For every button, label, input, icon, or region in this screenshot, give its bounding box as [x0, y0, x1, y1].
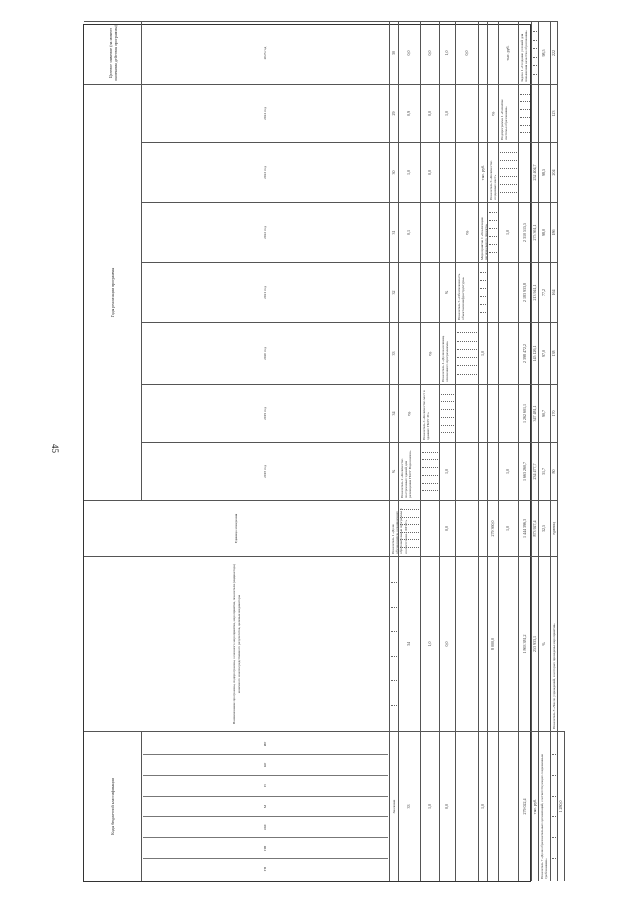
row-value: 1 663 260,7 — [519, 442, 532, 500]
row-value — [456, 442, 479, 500]
years-group-header: Годы реализации программы — [84, 84, 142, 500]
row-value — [456, 556, 479, 731]
row-value — [488, 21, 499, 84]
table-row-codes — [479, 262, 488, 322]
row-value: 33 — [399, 731, 421, 881]
row-value — [456, 384, 479, 442]
row-value: 0,9 — [399, 84, 421, 142]
year-header: 2021 год — [142, 262, 390, 322]
classification-header — [84, 731, 142, 881]
row-value: 32,5 — [539, 500, 550, 556]
row-value: 0,0 — [456, 21, 479, 84]
row-value — [488, 731, 499, 881]
row-value: 29 — [390, 84, 399, 142]
row-value — [488, 262, 499, 322]
program-table — [83, 24, 563, 882]
unit-header: Единица измерения — [84, 500, 390, 556]
code-col: ОМ — [143, 816, 388, 837]
row-value — [440, 202, 456, 262]
row-value: 97,0 — [539, 322, 550, 384]
year-header: 2025 год — [142, 21, 390, 84]
row-value: 145 126,1 — [532, 322, 539, 384]
row-name: Показатель 5 «Обеспеченность объектами инфраструктуры» — [456, 262, 479, 322]
row-name: Показатель 4 «Доля населения, охваченного программами» — [440, 322, 456, 384]
row-value: 98,0 — [539, 202, 550, 262]
year-header: 2019 год — [142, 384, 390, 442]
row-value: 279 360,0 — [488, 500, 499, 556]
row-unit: % — [539, 556, 550, 731]
row-value — [519, 142, 532, 202]
row-value: 1,0 — [421, 556, 440, 731]
row-value — [532, 84, 539, 142]
row-name: Показатель 3 «Количество мест в зданиях ГБОУ ЗС» — [421, 384, 440, 442]
target-header: Целевое значение (на момент окончания действия программы) — [84, 21, 142, 84]
row-value: 1,0 — [479, 731, 488, 881]
row-value — [456, 731, 479, 881]
target-value-header: Значение — [390, 731, 399, 881]
row-value: 234 477,7 — [532, 442, 539, 500]
row-value — [440, 142, 456, 202]
row-value: 2 183 933,8 — [519, 262, 532, 322]
row-value: 1,0 — [399, 142, 421, 202]
code-col: П — [143, 775, 388, 796]
row-value: 1 262 601,1 — [519, 384, 532, 442]
page-number: 45 — [50, 444, 60, 453]
row-value — [488, 384, 499, 442]
row-value — [456, 142, 479, 202]
table-row-codes — [532, 21, 539, 84]
year-header: 2023 год — [142, 142, 390, 202]
row-value: 31 — [390, 202, 399, 262]
row-value — [499, 322, 519, 384]
row-value: 32 — [390, 262, 399, 322]
rotated-table-page — [83, 24, 563, 882]
row-value: 30 — [390, 21, 399, 84]
row-value — [539, 84, 550, 142]
row-name: Мероприятие 1 «Реализация регионального проекта» — [479, 202, 488, 262]
row-value: 80 — [551, 442, 558, 500]
row-name: Показатель 1 «Доля обучающихся, осваивающих образовательные программы в соответствии с ФГОС» — [390, 500, 399, 556]
row-value: 2 398 472,2 — [519, 322, 532, 384]
row-unit: единиц — [551, 500, 558, 556]
row-unit: тыс. руб. — [479, 142, 488, 202]
row-value — [479, 556, 488, 731]
row-value — [479, 442, 488, 500]
row-value: 1 280,0 — [558, 731, 565, 881]
code-col: ГП — [143, 858, 388, 879]
row-value: 1,0 — [421, 731, 440, 881]
row-value — [479, 84, 488, 142]
row-value — [479, 384, 488, 442]
row-value — [499, 731, 519, 881]
row-value: 1,0 — [499, 202, 519, 262]
row-value — [499, 556, 519, 731]
table-row-codes — [421, 442, 440, 500]
year-header: 2024 год — [142, 84, 390, 142]
row-value: 222 — [551, 21, 558, 84]
row-value — [421, 262, 440, 322]
row-value — [421, 202, 440, 262]
code-col: ПП — [143, 837, 388, 858]
row-value — [456, 84, 479, 142]
row-value: 77,2 — [539, 262, 550, 322]
row-value: 1,0 — [499, 500, 519, 556]
row-value: 1,0 — [499, 442, 519, 500]
row-value: 2 310 515,5 — [519, 202, 532, 262]
row-value — [488, 442, 499, 500]
row-value: 8 000,0 — [488, 556, 499, 731]
row-unit: % — [440, 262, 456, 322]
row-value: 253 933,1 — [532, 556, 539, 731]
classification-subheader — [142, 731, 390, 881]
row-value: 0,1 — [399, 202, 421, 262]
row-value: 213 941,1 — [532, 262, 539, 322]
row-value — [479, 500, 488, 556]
row-value — [421, 500, 440, 556]
row-value: 30 — [390, 142, 399, 202]
row-name: Подпрограмма 1 «Развитие системы образования» — [499, 84, 519, 142]
row-value: 1 444 396,3 — [519, 500, 532, 556]
row-value: 1,0 — [440, 442, 456, 500]
row-value: 31,7 — [539, 442, 550, 500]
row-value: 0,0 — [440, 731, 456, 881]
row-value: 1,0 — [440, 84, 456, 142]
row-value: 0,0 — [399, 21, 421, 84]
row-value — [456, 500, 479, 556]
row-unit: ед. — [399, 384, 421, 442]
row-value: 90,7 — [539, 384, 550, 442]
row-value: 34 — [399, 556, 421, 731]
row-name: Показатель 7 «Доля образовательных организаций, соответствующих современным требованиям» — [539, 731, 550, 881]
row-value: 138 — [551, 322, 558, 384]
row-value: 873 927,4 — [532, 500, 539, 556]
table-row-codes — [440, 384, 456, 442]
table-row-codes — [551, 731, 558, 881]
code-col: КР — [143, 754, 388, 775]
row-name: Показатель 8 «Число учреждений, в которых проведены мероприятия» — [551, 556, 558, 731]
table-row-codes — [499, 142, 519, 202]
row-value: 275 361,1 — [532, 202, 539, 262]
year-header: 2022 год — [142, 202, 390, 262]
row-value: 34 — [390, 384, 399, 442]
row-value — [499, 262, 519, 322]
row-value — [399, 322, 421, 384]
row-unit: ед. — [421, 322, 440, 384]
row-value: 252 404,7 — [532, 142, 539, 202]
year-header: 2018 год — [142, 442, 390, 500]
row-value: 164 — [551, 262, 558, 322]
row-value: 0,0 — [421, 84, 440, 142]
row-unit: тыс. руб. — [532, 731, 539, 881]
row-unit: ед. — [488, 84, 499, 142]
classification-label: Коды бюджетной классификации — [110, 778, 115, 835]
row-name: Показатель 2 «Количество построенных зданий для размещения ГБОУ Ворошилов» — [399, 442, 421, 500]
row-name: Показатель 6 «Количество созданных мест» — [488, 142, 499, 202]
row-value: 1 863 381,2 — [519, 556, 532, 731]
code-col: М — [143, 796, 388, 817]
row-value — [488, 322, 499, 384]
name-header: Наименование программы, подпрограммы, основного мероприятия, мероприятия, показателя (индикатора) конечного и непосредственного результатов, целевые индикаторы — [84, 556, 390, 731]
row-value: 0,0 — [440, 556, 456, 731]
row-value: 0,0 — [440, 500, 456, 556]
row-value: 98,5 — [539, 142, 550, 202]
row-value — [479, 21, 488, 84]
row-unit: ед. — [456, 202, 479, 262]
row-value: 98,5 — [539, 21, 550, 84]
row-value: 1,0 — [479, 322, 488, 384]
year-header: 2020 год — [142, 322, 390, 384]
row-value: 33 — [390, 322, 399, 384]
row-value: 0,0 — [421, 142, 440, 202]
row-value: 1,0 — [440, 21, 456, 84]
row-value: 279 022,4 — [519, 731, 532, 881]
table-row-codes — [488, 202, 499, 262]
row-value: 186 — [551, 202, 558, 262]
row-unit: тыс. руб. — [499, 21, 519, 84]
table-row-codes — [519, 84, 532, 142]
row-value: 347 481,1 — [532, 384, 539, 442]
row-value: 0,0 — [421, 21, 440, 84]
row-value — [399, 262, 421, 322]
table-row-codes — [456, 322, 479, 384]
row-value: 123 — [551, 84, 558, 142]
row-unit: % — [390, 442, 399, 500]
code-col: ИР — [263, 741, 268, 747]
table-row-codes — [390, 556, 399, 731]
row-value — [499, 384, 519, 442]
row-value: 204 — [551, 142, 558, 202]
row-value: 170 — [551, 384, 558, 442]
row-name: Задача 1 «Создание условий для повышения качества образования» — [519, 21, 532, 84]
table-row-codes — [399, 500, 421, 556]
